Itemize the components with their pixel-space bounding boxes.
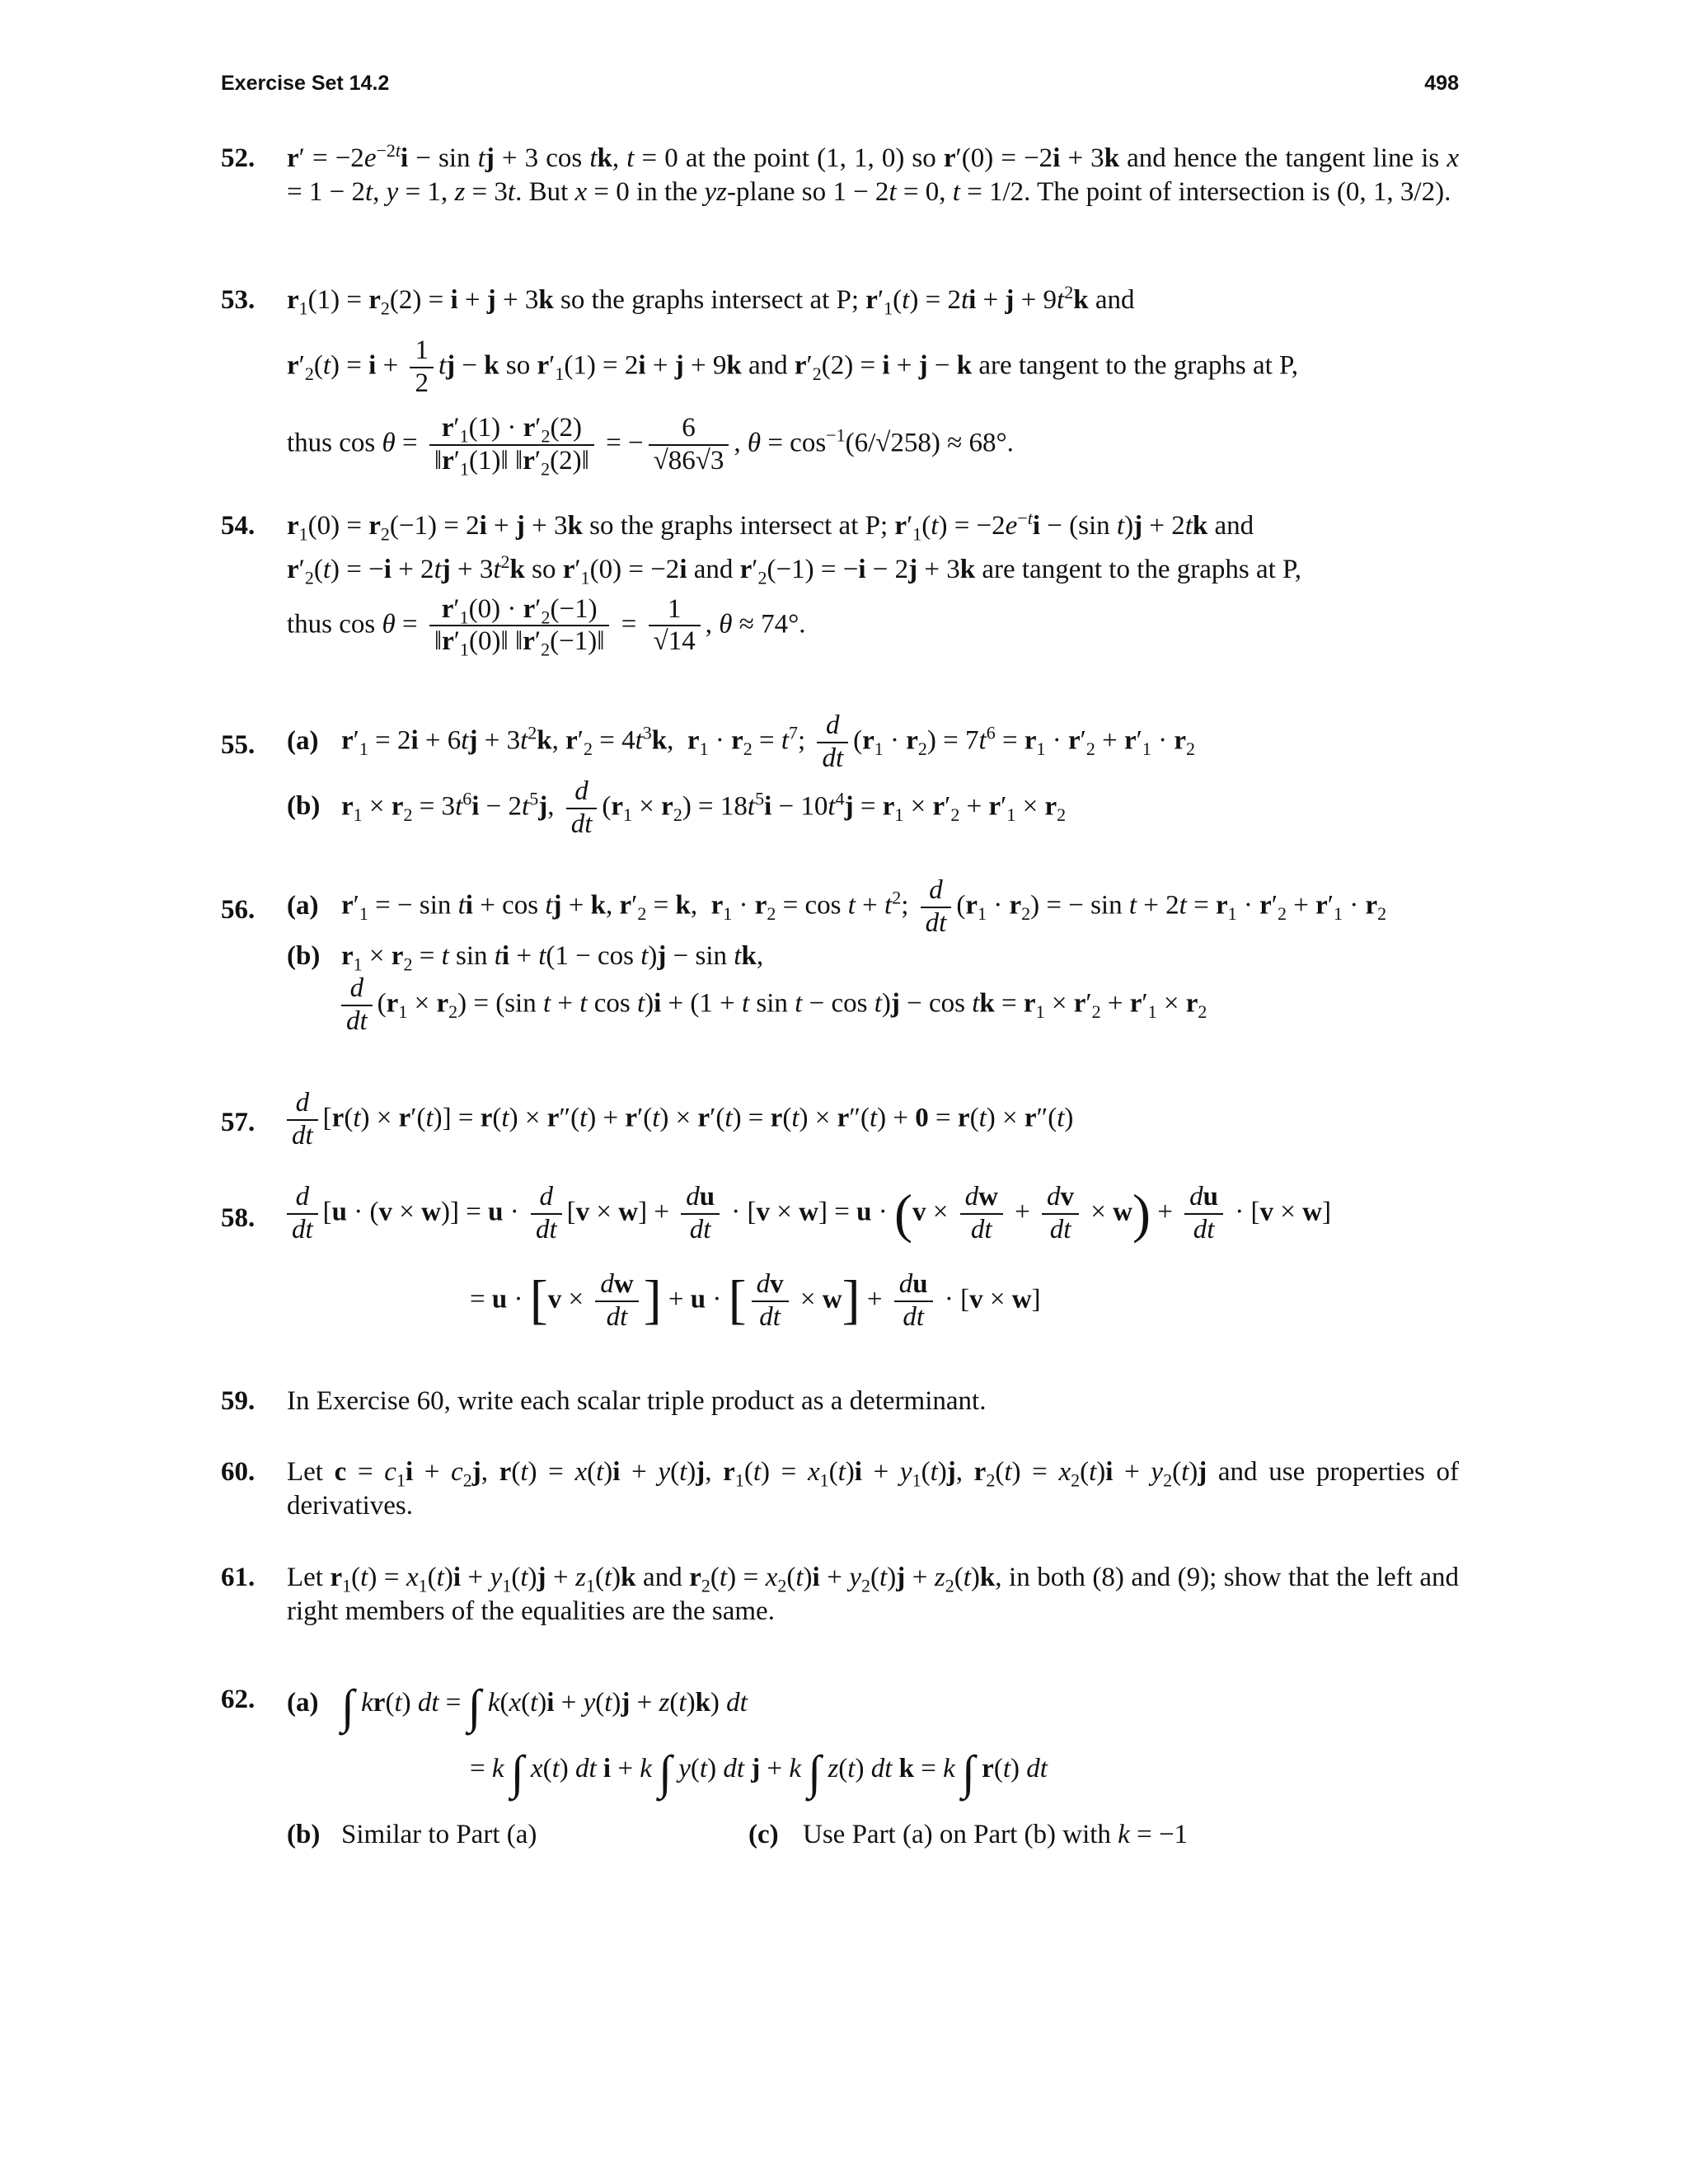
running-header-title: Exercise Set 14.2 [221, 72, 390, 95]
problem-text: Let $c = c_1i + c_2j$, r(t) = x(t)i + y(t)j, $r_1(t) = x_1(t)i + y_1(t)j$, $r_2(t) = x_2(t)i + y_2(t)j$ and use properties of derivatives. [287, 1457, 1459, 1521]
problem-53 [221, 282, 1459, 480]
equation-line: $r'_2(t) = i$ + $\frac{1}{2}$ tj − k so $r'_1(1) = 2i + j + 9k$ and $r'_2(2) = i + j - k$ are tangent to the graphs at P, [287, 335, 1298, 399]
problem-number: 52. [221, 143, 256, 173]
equation-line: $r_1(0) = r_2(-1) = 2i + j + 3k$ so the graphs intersect at P; $r'_1(t) = -2e^{-t}i - (\sin$ t)j + 2tk and [287, 508, 1254, 545]
part-c: (c) Use Part (a) on Part (b) with k = −1 [748, 1820, 1189, 1849]
problem-60 [221, 1455, 1459, 1524]
problem-text: In Exercise 60, write each scalar triple product as a determinant. [287, 1386, 987, 1416]
equation-line: thus cos θ = $\frac{r'_1(0) \cdot r'_2(-1)}{‖r'_1(0)‖ ‖r'_2(-1)‖}$ = $\frac{1}{√14}$ , θ ≈ 74°. [287, 593, 806, 661]
equation-line: $r'_2(t) = -i + 2tj + 3t^2k$ so $r'_1(0) = -2i$ and $r'_2(-1) = -i - 2j + 3k$ are tangent to the graphs at P, [287, 551, 1301, 588]
problem-62 [221, 1680, 1459, 1852]
problem-number: 61. [221, 1563, 256, 1592]
parts-b-c [287, 1818, 1459, 1852]
equation-line: $\frac{d}{dt}$ [u · (v × w)] = u · $\frac{d}{dt}$ [v × w] + $\frac{du}{dt}$ · [v × w] = u · (v × $\frac{dw}{dt}$ + $\frac{dv}{dt}$ × w) + $\frac{du}{dt}$ · [v × w] [287, 1182, 1459, 1246]
equation-line: $\frac{d}{dt}$ $(r_1 \times r_2) = (\sin$ t + t cos t)i + (1 + t sin t − cos t)j − cos tk = $r_1 \times r'_2 + r'_1 \times r_2$ [341, 973, 1459, 1038]
problem-52 [221, 142, 1459, 210]
problem-number: 56. [221, 895, 256, 925]
part-a: (a) ∫ kr(t) dt = ∫ k(x(t)i + y(t)j + z(t)k) dt [287, 1680, 748, 1733]
problem-number: 55. [221, 730, 256, 760]
equation-line: $\frac{d}{dt}$ [r(t) × r′(t)] = r(t) × r″(t) + r′(t) × r′(t) = r(t) × r″(t) + 0 = r(t) × r″(t) [287, 1088, 1459, 1152]
part-b: (b) $r_1 \times r_2 = 3t^6i - 2t^5j$, $\frac{d}{dt}$ $(r_1 \times r_2) = 18t^5i - 10t^4j = r_1 \times r'_2 + r'_1 \times r_2$ [287, 776, 1067, 839]
page-number: 498 [1424, 72, 1459, 95]
equation-line: $r_1(1) = r_2(2) = i + j + 3k$ so the graphs intersect at P; $r'_1(t) = 2ti + j + 9t^2k$ and [287, 282, 1135, 319]
part-a: (a) $r'_1$ = − sin ti + cos tj + k, $r'_2 = k$, $r_1 \cdot r_2 = \cos t + t^2$; $\frac{d}{dt}$ $(r_1 \cdot r_2)$ = − $\sin t + 2t = r_1 \cdot r'_2 + r'_1 \cdot r_2$ [287, 875, 1387, 938]
problem-55 [221, 710, 1459, 841]
problem-61 [221, 1561, 1459, 1629]
problem-text: $r' = -2e^{-2t}i - \sin$ tj + 3 cos tk, t = 0 at the point (1, 1, 0) so r′(0) = −2i + 3k and hence the tangent line is x = 1 − 2t, y = 1, z = 3t. But x = 0 in the yz-plane so 1 − 2t = 0, t = 1/2. The point of intersection is (0, 1, 3/2). [287, 140, 1459, 208]
equation-line: = u · [v × $\frac{dw}{dt}$ ] + u · [ $\frac{dv}{dt}$ × w] + $\frac{du}{dt}$ · [v × w] [470, 1268, 1041, 1332]
problem-57 [221, 1088, 1459, 1152]
problem-number: 53. [221, 285, 256, 315]
part-b-text: Similar to Part (a) [341, 1820, 537, 1849]
problem-54 [221, 508, 1459, 661]
problem-number: 60. [221, 1457, 256, 1487]
part-a: (a) $r'_1 = 2i + 6tj + 3t^2k$, $r'_2 = 4t^3k$, $r_1 \cdot r_2 = t^7$; $\frac{d}{dt}$ $(r_1 \cdot r_2) = 7t^6 = r_1 \cdot r'_2 + r'_1 \cdot r_2$ [287, 710, 1196, 773]
problem-number: 57. [221, 1108, 256, 1137]
problem-text: Let $r_1(t) = x_1(t)i + y_1(t)j + z_1(t)k$ and $r_2(t) = x_2(t)i + y_2(t)j + z_2(t)k$, in both (8) and (9); show that the left and right members of the equalities are the same. [287, 1563, 1459, 1627]
problem-59 [221, 1385, 1459, 1418]
equation-line: thus cos θ = $\frac{r'_1(1) \cdot r'_2(2)}{‖r'_1(1)‖ ‖r'_2(2)‖}$ = − $\frac{6}{√86√3}$ , $\theta = \cos^{-1}(6/√258) \approx 68^\circ$. [287, 413, 1014, 480]
problem-56 [221, 875, 1459, 1038]
problem-number: 59. [221, 1386, 256, 1416]
part-b: (b) $r_1 \times r_2 = t$ sin ti + t(1 − cos t)j − sin tk, [287, 940, 764, 975]
part-b: (b) Similar to Part (a) [287, 1820, 537, 1849]
problem-58 [221, 1182, 1459, 1333]
equation-line: = k ∫ x(t) dt i + k ∫ y(t) dt j + k ∫ z(t) dt k = k ∫ r(t) dt [470, 1746, 1048, 1799]
problem-number: 58. [221, 1203, 256, 1233]
problem-number: 54. [221, 511, 256, 541]
problem-number: 62. [221, 1685, 256, 1714]
